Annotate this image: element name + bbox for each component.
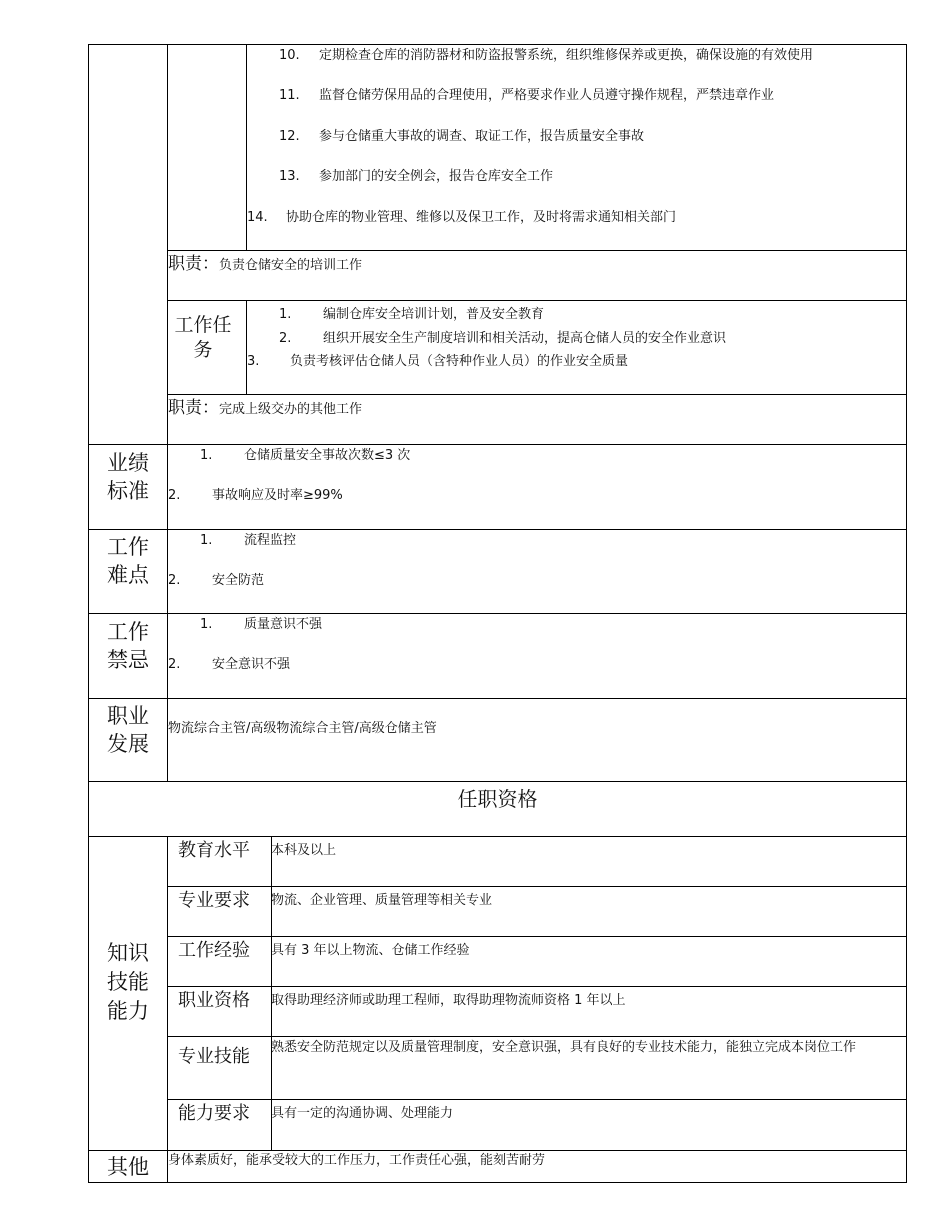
row-line	[167, 300, 907, 301]
row-line	[167, 1099, 907, 1100]
row-line	[88, 444, 907, 445]
qual-row-value: 熟悉安全防范规定以及质量管理制度，安全意识强，具有良好的专业技术能力，能独立完成本岗位工作	[271, 1040, 857, 1055]
row-line	[167, 250, 907, 251]
task-item: 2. 组织开展安全生产制度培训和相关活动，提高仓储人员的安全作业意识	[279, 331, 727, 346]
task-column-divider	[246, 300, 247, 395]
duty-item: 10. 定期检查仓库的消防器材和防盗报警系统，组织维修保养或更换，确保设施的有效使用	[279, 48, 814, 63]
qual-row-value: 具有一定的沟通协调、处理能力	[271, 1106, 454, 1121]
performance-item: 2. 事故响应及时率≥99%	[168, 488, 343, 503]
row-line	[167, 936, 907, 937]
row-line	[167, 1036, 907, 1037]
knowledge-skill-label: 知识技能能力	[107, 941, 149, 1023]
task-item: 3. 负责考核评估仓储人员（含特种作业人员）的作业安全质量	[247, 354, 629, 369]
row-line	[88, 1150, 907, 1151]
task-label: 工作任务	[174, 314, 232, 361]
row-line	[88, 529, 907, 530]
duty-item: 12. 参与仓储重大事故的调查、取证工作，报告质量安全事故	[279, 129, 645, 144]
difficulty-item: 2. 安全防范	[168, 573, 265, 588]
qual-row-value: 取得助理经济师或助理工程师，取得助理物流师资格 1 年以上	[271, 993, 626, 1008]
row-line	[88, 613, 907, 614]
row-line	[167, 886, 907, 887]
qual-row-label: 专业要求	[178, 890, 250, 911]
row-line	[88, 698, 907, 699]
difficulty-label: 工作难点	[107, 535, 149, 587]
qual-row-label: 教育水平	[178, 840, 250, 861]
qualification-title: 任职资格	[457, 787, 538, 811]
task-item: 1. 编制仓库安全培训计划，普及安全教育	[279, 307, 545, 322]
row-line	[167, 986, 907, 987]
row-line	[88, 836, 907, 837]
career-path: 物流综合主管/高级物流综合主管/高级仓储主管	[168, 721, 437, 736]
qual-row-label: 工作经验	[178, 940, 250, 961]
duty-heading: 职责：完成上级交办的其他工作	[168, 398, 363, 418]
qual-row-value: 本科及以上	[271, 843, 337, 858]
label-column-divider-lower	[167, 836, 168, 1183]
table-bottom-border	[88, 1182, 907, 1183]
taboo-item: 2. 安全意识不强	[168, 657, 291, 672]
other-label: 其他	[107, 1155, 149, 1179]
table-top-border	[88, 44, 907, 45]
difficulty-item: 1. 流程监控	[200, 533, 297, 548]
taboo-label: 工作禁忌	[107, 620, 149, 672]
taboo-item: 1. 质量意识不强	[200, 617, 323, 632]
other-text: 身体素质好，能承受较大的工作压力，工作责任心强，能刻苦耐劳	[168, 1153, 546, 1168]
row-line	[167, 394, 907, 395]
career-label: 职业发展	[107, 704, 149, 756]
qual-row-value: 具有 3 年以上物流、仓储工作经验	[271, 943, 470, 958]
qual-row-value: 物流、企业管理、质量管理等相关专业	[271, 893, 493, 908]
performance-label: 业绩标准	[107, 451, 149, 503]
duty-heading: 职责：负责仓储安全的培训工作	[168, 254, 363, 274]
duty-item: 14. 协助仓库的物业管理、维修以及保卫工作，及时将需求通知相关部门	[247, 210, 677, 225]
row-line	[88, 781, 907, 782]
qual-row-label: 职业资格	[178, 990, 250, 1011]
qual-row-label: 专业技能	[178, 1046, 250, 1067]
qual-row-label: 能力要求	[178, 1103, 250, 1124]
duty-item: 11. 监督仓储劳保用品的合理使用，严格要求作业人员遵守操作规程，严禁违章作业	[279, 88, 775, 103]
duty-item: 13. 参加部门的安全例会，报告仓库安全工作	[279, 169, 554, 184]
performance-item: 1. 仓储质量安全事故次数≤3 次	[200, 448, 411, 463]
